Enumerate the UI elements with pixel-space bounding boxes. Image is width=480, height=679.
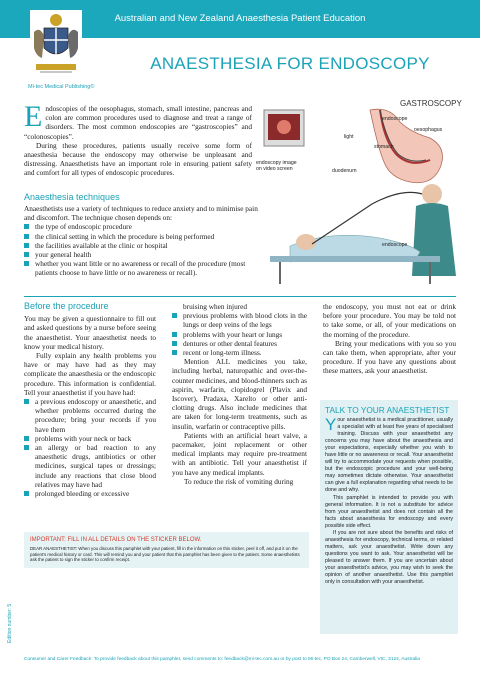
talk-body (325, 417, 453, 586)
illustration-title: GASTROSCOPY (400, 99, 462, 108)
history-list (24, 397, 156, 498)
fasting-paragraph: To reduce the risk of vomiting during (184, 476, 294, 486)
list-item: the type of endoscopic procedure (24, 222, 264, 231)
organisation-header: Australian and New Zealand Anaesthesia Patient Education (114, 13, 366, 24)
clinician-body (412, 203, 456, 276)
list-item: an allergy or bad reaction to any anaesthetic drugs, antibiotics or other medicines, surgical tapes or dressings; include any reactions that close blood relatives may have had (24, 443, 156, 489)
sticker-notice-title: IMPORTANT: FILL IN ALL DETAILS ON THE STICKER BELOW. (30, 537, 202, 543)
medications-paragraph: Bring your medications with you so you can take them, when appropriate, after your procedure. If you have any questions about these matters, ask your anaesthetist. (323, 338, 456, 376)
intro-paragraph-1: ndoscopies of the oesophagus, stomach, small intestine, pancreas and colon are common procedures used to diagnose and treat a range of disorders. The most common endoscopies are “gastroscopies” and “colonoscopies”. (24, 104, 252, 141)
before-heading: Before the procedure (24, 301, 109, 311)
list-item: whether you want little or no awareness or recall of the procedure (most patients choose to have little or no awareness or recall). (24, 259, 264, 277)
list-item: your general health (24, 250, 264, 259)
list-item: the clinical setting in which the procedure is being performed (24, 232, 264, 241)
label-stomach: stomach (374, 144, 394, 150)
trolley (270, 256, 440, 262)
techniques-heading: Anaesthesia techniques (24, 192, 120, 202)
talk-dropcap: Y (325, 415, 337, 434)
talk-paragraph-2: This pamphlet is intended to provide you with general information. It is not a substitute for advice from your anaesthetist and does not contain all the facts about anaesthesia for endoscopy and every possible side effect. (325, 494, 453, 529)
before-column-1 (24, 302, 156, 498)
history-list-2 (172, 311, 307, 357)
list-item: a previous endoscopy or anaesthetic, and whether problems occurred during the procedure; bring your records if you have them (24, 397, 156, 434)
techniques-section (24, 204, 264, 278)
techniques-lead: Anaesthetists use a variety of techniques to reduce anxiety and to minimise pain and discomfort. The technique chosen depends on: (24, 204, 258, 223)
publisher-credit: Mi-tec Medical Publishing© (28, 84, 95, 90)
clinician-head (422, 184, 442, 204)
list-item: the facilities available at the clinic or hospital (24, 241, 264, 250)
section-divider (24, 296, 456, 297)
label-endoscope-bottom: endoscope (382, 242, 408, 248)
intro-dropcap: E (24, 100, 43, 133)
label-endoscope-top: endoscope (382, 116, 408, 122)
list-item: problems with your neck or back (24, 434, 156, 443)
label-light: light (344, 134, 354, 140)
intro-text (24, 100, 252, 178)
talk-to-anaesthetist-box (320, 400, 458, 634)
patient-head (296, 234, 316, 250)
list-item-continued: bruising when injured (183, 302, 248, 311)
sticker-notice-text: DEAR ANAESTHETIST: When you discuss this pamphlet with your patient, fill in the information on this sticker, peel it off, and put it on the patient's medical history or card. This will remind you and your patient that this pamphlet has been given to the patient. Some anaesthetists ask the patient to sign the sticker to confirm receipt. (30, 546, 300, 563)
list-item: dentures or other dental features (172, 339, 307, 348)
page-title: ANAESTHESIA FOR ENDOSCOPY (150, 54, 430, 73)
techniques-list (24, 222, 264, 277)
feedback-footer: Consumer and Carer Feedback: To provide feedback about this pamphlet, send comments to: feedback@mi-tec.com.au or by post to Mi-tec, PO Box 24, Camberwell, VIC, 3124, Australia (24, 657, 420, 662)
list-item: problems with your heart or lungs (172, 330, 307, 339)
talk-paragraph-1: our anaesthetist is a medical practitioner, usually a specialist with at least five years of specialised training. Discuss with your anaesthetist any concerns you may have about the anaesthesia and your expectations, especially whether you wish to have little or no awareness or recall. Your anaesthetist will try to accommodate your requests when possible, but the endoscopic procedure and your well-being may sometimes dictate otherwise. Your anaesthetist can give a full explanation regarding what needs to be done and why. (325, 417, 453, 494)
label-oesophagus: oesophagus (414, 127, 443, 133)
talk-heading: TALK TO YOUR ANAESTHETIST (325, 405, 450, 415)
edition-number: Edition number: 5 (7, 603, 13, 643)
intro-paragraph-2: During these procedures, patients usually receive some form of anaesthesia because the endoscopy may otherwise be unpleasant and distressing. Anaesthetists have an important role in ensuring patient safety and comfort for all types of endoscopic procedures. (24, 140, 252, 178)
gastroscopy-illustration (250, 96, 472, 292)
sticker-notice-box (24, 532, 309, 568)
list-item: prolonged bleeding or excessive (24, 489, 156, 498)
before-paragraph-1: You may be given a questionnaire to fill out and asked questions by a nurse before seeing the anaesthetist. Your anaesthetist needs to know your medical history. (24, 314, 156, 351)
before-paragraph-2: Fully explain any health problems you have or may have had as they may complicate the anaesthesia or the endoscopic procedure. This information is confidential. Tell your anaesthetist if you have had: (24, 351, 156, 397)
medicines-paragraph: Mention ALL medicines you take, including herbal, naturopathic and over-the-counter medicines, and blood-thinners such as aspirin, warfarin, clopidogrel (Plavix and Iscover), Pradaxa, Xarelto or other anti-clotting drugs. Also include medicines that are taken for long-term treatments, such as insulin, warfarin or contraceptive pills. (172, 357, 307, 431)
talk-paragraph-3: If you are not sure about the benefits and risks of anaesthesia for endoscopy, technical terms, or related matters, ask your anaesthetist. Write down any questions you want to ask. Your anaesthetist will be pleased to answer them. If you are uncertain about your anaesthetist's advice, you may wish to seek the opinion of another anaesthetist. Use this pamphlet only in consultation with your anaesthetist. (325, 529, 453, 586)
before-column-3 (323, 302, 456, 376)
label-duodenum: duodenum (332, 168, 357, 174)
coat-of-arms-logo (30, 10, 82, 82)
list-item: recent or long-term illness. (172, 348, 307, 357)
fasting-paragraph-continued: the endoscopy, you must not eat or drink before your procedure. You may be told not to take some, or all, of your medications on the morning of the procedure. (323, 302, 456, 339)
label-screen: endoscopy image on video screen (256, 160, 297, 172)
list-item: previous problems with blood clots in the lungs or deep veins of the legs (172, 311, 307, 329)
implants-paragraph: Patients with an artificial heart valve, a pacemaker, joint replacement or other medical implants may require pre-treatment with an antibiotic. Tell your anaesthetist if you have any medical implants. (172, 430, 307, 477)
before-column-2 (172, 302, 307, 486)
